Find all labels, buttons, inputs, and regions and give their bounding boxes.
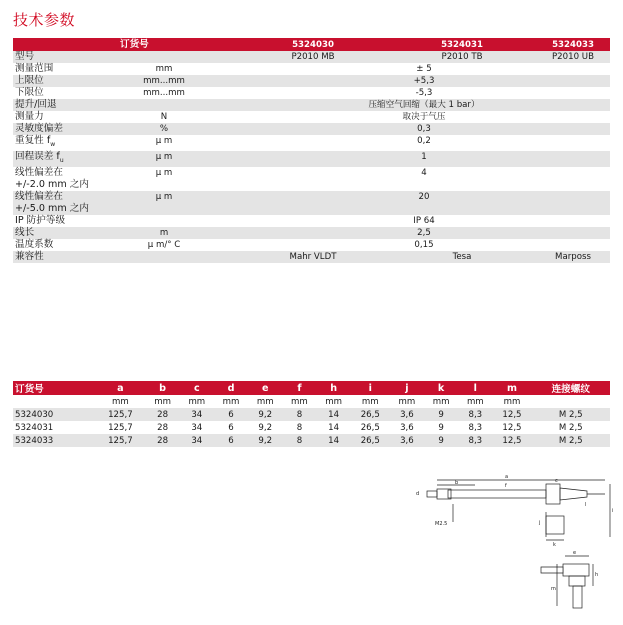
dims-cell: 9 (424, 408, 458, 421)
dims-cell: 8 (282, 434, 316, 447)
spec-row-label (13, 87, 90, 99)
spec-row-unit: m (159, 227, 169, 238)
dims-header-cell: d (214, 381, 248, 395)
spec-row-label (13, 191, 90, 215)
dims-cell: M 2,5 (532, 434, 611, 447)
spec-row-unit: μ m (155, 191, 173, 202)
spec-row-value: 20 (418, 191, 430, 202)
dims-cell: 28 (146, 408, 180, 421)
dims-cell: 9 (438, 422, 444, 433)
spec-row (13, 151, 610, 167)
spec-row (13, 191, 610, 215)
spec-row (13, 123, 610, 135)
dim-label-f: f (505, 483, 507, 489)
dims-unit-cell (532, 395, 611, 408)
spec-row-label-text: 测量范围 (15, 63, 54, 74)
dim-label-b: b (455, 480, 459, 486)
spec-row-value: -5,3 (415, 88, 433, 98)
spec-row-label (13, 111, 90, 123)
dims-cell: 28 (146, 434, 180, 447)
spec-row-label (13, 251, 90, 263)
spec-row-label-text: 回程误差 f (15, 150, 60, 162)
dims-header-cell: a (95, 381, 145, 395)
spec-row-label (13, 135, 90, 151)
probe-cable-taper (560, 488, 587, 500)
spec-row-label (13, 227, 90, 239)
dims-cell: 26,5 (351, 408, 390, 421)
dims-unit-cell: mm (291, 396, 308, 407)
spec-row-label (13, 239, 90, 251)
dims-cell: 125,7 (108, 422, 133, 433)
dimension-table (13, 381, 610, 447)
dims-cell: 9,2 (248, 408, 282, 421)
dims-cell: 9,2 (248, 434, 282, 447)
dims-cell: 5324030 (13, 408, 95, 421)
spec-header-order-label: 订货号 (120, 38, 149, 50)
spec-row-label-text: 上限位 (15, 75, 44, 86)
spec-row-label (13, 123, 90, 135)
spec-row-value-col-2: P2010 TB (441, 52, 483, 62)
spec-row (13, 111, 610, 123)
dims-cell: 3,6 (390, 408, 424, 421)
spec-row-unit: μ m/° C (147, 239, 181, 250)
dims-header-cell: b (146, 381, 180, 395)
spec-row-value: 0,2 (417, 136, 431, 146)
spec-row-value-col-2: Tesa (452, 251, 472, 262)
dims-unit-cell: mm (361, 396, 379, 407)
spec-row-value-col-1: Mahr VLDT (289, 251, 337, 262)
dims-unit-cell: mm (154, 396, 171, 407)
dims-header-cell: l (458, 381, 492, 395)
spec-row-value-col-3: Marposs (555, 251, 591, 262)
spec-row-value: 0,15 (414, 239, 434, 250)
spec-row-value: +5,3 (413, 76, 435, 86)
dim-label-a: a (505, 474, 509, 480)
spec-row (13, 251, 610, 263)
spec-row (13, 239, 610, 251)
dims-cell: 12,5 (492, 434, 531, 447)
dims-header-cell: e (248, 381, 282, 395)
spec-row-label-line2: +/-5.0 mm 之内 (15, 202, 89, 214)
dims-cell: 6 (228, 422, 234, 433)
dims-cell: 34 (191, 422, 203, 433)
dims-cell: 14 (317, 408, 351, 421)
dims-cell: 34 (180, 408, 214, 421)
spec-row-unit: mm...mm (143, 88, 185, 98)
dim-label-c: c (555, 478, 558, 484)
spec-row-label-text: 测量力 (15, 111, 44, 122)
spec-row-label-text: 提升/回退 (15, 99, 57, 110)
spec-row-value: 1 (421, 151, 427, 162)
probe-front-view-top (563, 564, 589, 576)
spec-row-label-text: 灵敏度偏差 (15, 123, 63, 134)
spec-row-label (13, 215, 90, 227)
dims-header-cell: k (424, 381, 458, 395)
spec-table (13, 38, 610, 263)
dim-label-k: k (553, 542, 556, 548)
spec-row-value: 压缩空气回缩（最大 1 bar） (368, 100, 480, 110)
dims-cell: 14 (328, 422, 340, 433)
dims-cell: 5324033 (13, 434, 95, 447)
dims-cell: 5324031 (15, 422, 54, 433)
spec-row-value: 0,3 (417, 124, 431, 134)
dims-cell: 28 (157, 422, 169, 433)
spec-row (13, 75, 610, 87)
spec-header-row (13, 38, 610, 51)
spec-row-unit: % (159, 124, 169, 134)
dims-header-cell: f (282, 381, 316, 395)
dims-unit-cell: mm (112, 396, 129, 407)
probe-body-outline (448, 490, 546, 498)
dims-row (13, 434, 610, 447)
dims-header-cell: j (390, 381, 424, 395)
spec-row-label-line2: +/-2.0 mm 之内 (15, 178, 89, 190)
dims-cell: 3,6 (390, 434, 424, 447)
dim-label-h: h (595, 572, 599, 578)
dims-unit-cell (13, 395, 95, 408)
spec-row-label-text: 线性偏差在 (15, 190, 63, 202)
dims-cell: 8 (282, 408, 316, 421)
dims-header-cell: c (180, 381, 214, 395)
dims-cell: 125,7 (95, 408, 145, 421)
spec-row (13, 63, 610, 75)
spec-row-label (13, 151, 90, 167)
dims-header-cell: 连接螺纹 (532, 381, 611, 395)
dim-label-l: l (585, 502, 587, 508)
spec-row-value: 取决于气压 (402, 112, 446, 122)
dims-header-cell: h (317, 381, 351, 395)
spec-row-value-col-1: P2010 MB (291, 52, 335, 62)
dims-cell: M 2,5 (558, 422, 583, 433)
spec-row (13, 135, 610, 151)
spec-row (13, 167, 610, 191)
spec-row-label-subscript: w (50, 140, 56, 148)
spec-row-label-text: 兼容性 (15, 250, 44, 262)
dims-header-cell: 订货号 (13, 381, 95, 395)
spec-row-unit: μ m (155, 136, 173, 146)
dims-unit-cell: mm (398, 396, 416, 407)
dims-unit-cell: mm (432, 396, 450, 407)
spec-row (13, 227, 610, 239)
dims-unit-cell: mm (256, 396, 274, 407)
spec-header-col-1: 5324030 (292, 39, 334, 50)
spec-row (13, 215, 610, 227)
dims-unit-cell: mm (188, 396, 206, 407)
dims-cell: 9,2 (258, 422, 273, 433)
spec-row-unit: mm...mm (143, 76, 185, 86)
page-title: 技术参数 (13, 11, 76, 29)
probe-dimension-drawing (415, 472, 620, 622)
spec-row-label-subscript: u (59, 156, 64, 164)
dims-unit-cell: mm (222, 396, 240, 407)
dims-cell: 14 (317, 434, 351, 447)
spec-row-label-text: IP 防护等级 (15, 214, 66, 226)
dim-label-e: e (573, 550, 577, 556)
spec-row-label-text: 重复性 f (15, 135, 51, 146)
dims-cell: M 2,5 (532, 408, 611, 421)
spec-row-unit: μ m (155, 151, 173, 162)
spec-row-unit: N (160, 112, 168, 122)
dims-row (13, 421, 610, 434)
dim-label-i: i (612, 508, 614, 514)
dims-cell: 3,6 (400, 422, 414, 433)
spec-row-value: IP 64 (413, 215, 435, 226)
dim-label-d: d (416, 491, 420, 497)
dims-cell: 125,7 (95, 434, 145, 447)
spec-row-label (13, 167, 90, 191)
probe-tip-housing (437, 489, 451, 499)
probe-front-view-stem (573, 586, 582, 608)
dims-row (13, 408, 610, 421)
spec-row-unit: mm (155, 64, 173, 74)
spec-row-unit: μ m (155, 167, 173, 178)
spec-row-label-text: 线性偏差在 (15, 166, 63, 178)
dims-header-cell: i (351, 381, 390, 395)
spec-row-label-text: 线长 (15, 226, 35, 238)
spec-header-col-3: 5324033 (552, 39, 594, 50)
dims-cell: 12,5 (492, 408, 531, 421)
spec-row (13, 51, 610, 63)
dims-cell: 8 (296, 422, 303, 433)
dims-cell: 6 (214, 408, 248, 421)
dims-unit-cell: mm (325, 396, 342, 407)
dims-header-cell: m (492, 381, 531, 395)
spec-row-value-col-3: P2010 UB (552, 52, 594, 62)
probe-connector-block (546, 484, 560, 504)
dim-label-thread: M2.5 (435, 521, 448, 527)
spec-row-label (13, 99, 90, 111)
dims-cell: 8,3 (468, 422, 483, 433)
spec-row-label-text: 温度系数 (15, 238, 54, 250)
spec-row-value: 2,5 (417, 227, 431, 238)
spec-row (13, 87, 610, 99)
spec-row-label (13, 51, 90, 63)
dims-unit-cell: mm (466, 396, 484, 407)
spec-row-value: 4 (421, 167, 427, 178)
dims-cell: 8,3 (458, 434, 492, 447)
spec-row-label-text: 型号 (15, 51, 35, 62)
dim-label-j: j (539, 520, 541, 526)
dims-cell: 8,3 (458, 408, 492, 421)
spec-row-value: ± 5 (416, 64, 432, 74)
probe-stylus (427, 491, 437, 497)
dims-cell: 26,5 (351, 434, 390, 447)
dims-cell: 26,5 (360, 422, 380, 433)
spec-row-label (13, 75, 90, 87)
spec-row (13, 99, 610, 111)
dims-unit-cell: mm (503, 396, 521, 407)
dim-label-m: m (551, 586, 556, 592)
dims-cell: 12,5 (502, 422, 522, 433)
spec-row-label-text: 下限位 (15, 87, 44, 98)
spec-header-col-2: 5324031 (441, 39, 483, 50)
spec-row-label (13, 63, 90, 75)
dims-unit-row (13, 395, 610, 408)
dims-cell: 34 (180, 434, 214, 447)
dims-cell: 6 (214, 434, 248, 447)
dims-cell: 9 (424, 434, 458, 447)
